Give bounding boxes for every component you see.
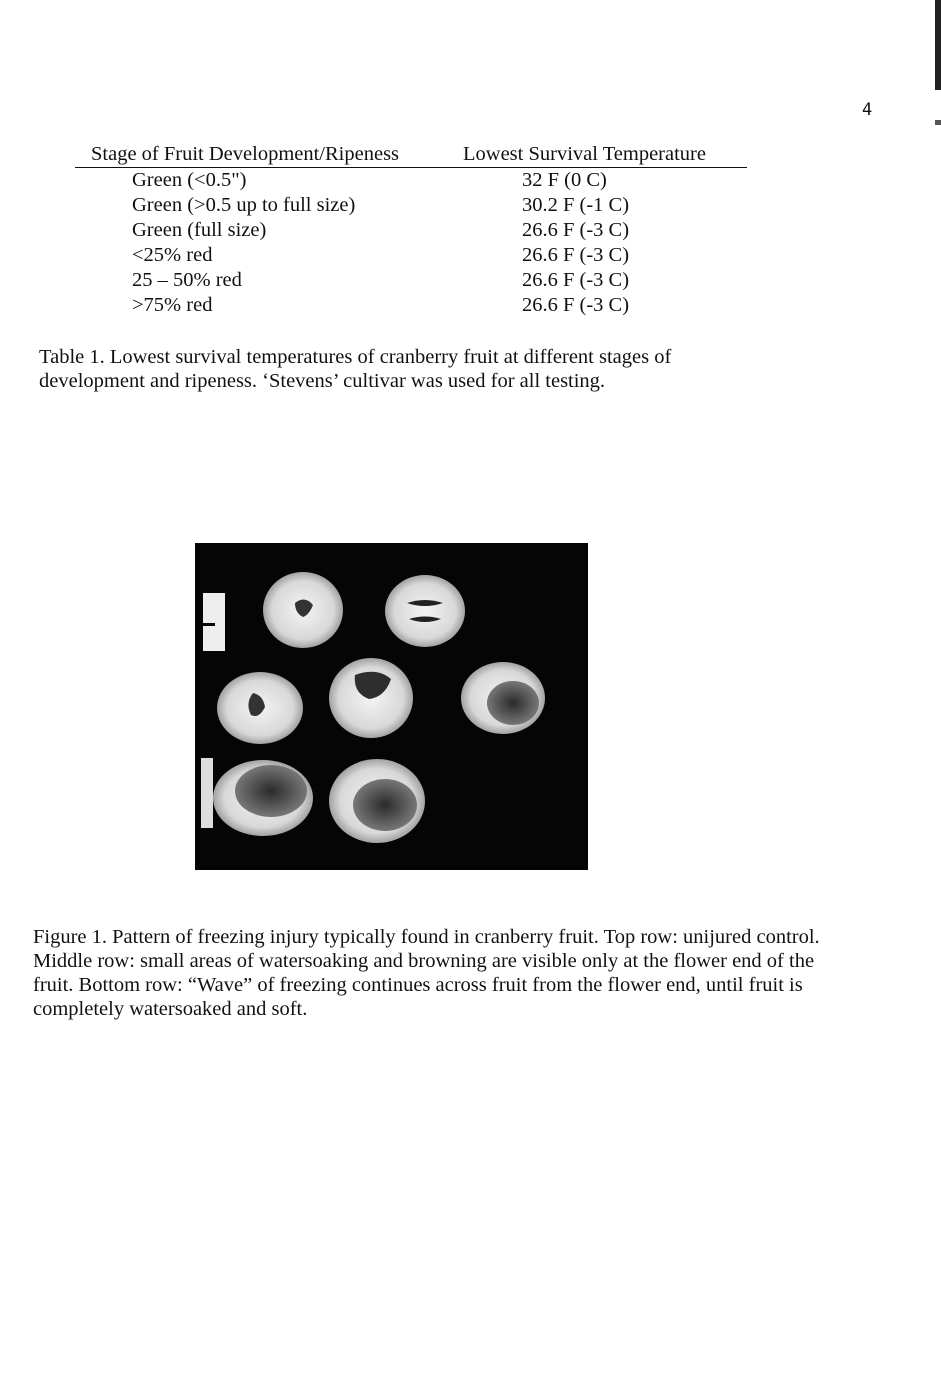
table-row xyxy=(75,193,747,218)
table-row xyxy=(75,218,747,243)
cell-temp: 32 F (0 C) xyxy=(522,169,607,191)
cell-stage: Green (full size) xyxy=(132,219,267,241)
cell-temp: 26.6 F (-3 C) xyxy=(522,294,630,316)
table-row xyxy=(75,268,747,293)
cell-stage: >75% red xyxy=(132,294,213,316)
cell-stage: Green (>0.5 up to full size) xyxy=(132,194,356,216)
table-row xyxy=(75,243,747,268)
cell-stage: 25 – 50% red xyxy=(132,269,242,291)
table-row xyxy=(75,293,747,318)
cell-temp: 26.6 F (-3 C) xyxy=(522,219,630,241)
cell-temp: 26.6 F (-3 C) xyxy=(522,269,630,291)
figure-caption: Figure 1. Pattern of freezing injury typically found in cranberry fruit. Top row: unijured control. Middle row: small areas of watersoaking and browning are visible only at the flower end of the fruit. Bottom row: “Wave” of freezing continues across fruit from the flower end, until fruit is completely watersoaked and soft. xyxy=(33,926,820,1020)
table-row xyxy=(75,168,747,193)
header-stage: Stage of Fruit Development/Ripeness xyxy=(91,143,400,165)
cranberry-freezing-photo xyxy=(195,543,588,870)
table-caption: Table 1. Lowest survival temperatures of cranberry fruit at different stages of development and ripeness. ‘Stevens’ cultivar was used for all testing. xyxy=(39,346,672,392)
header-temperature: Lowest Survival Temperature xyxy=(463,143,706,165)
cranberry-cross-sections-image xyxy=(195,543,588,870)
page-number: 4 xyxy=(862,100,873,120)
scan-edge-mark xyxy=(935,0,941,270)
cell-stage: <25% red xyxy=(132,244,213,266)
cell-temp: 26.6 F (-3 C) xyxy=(522,244,630,266)
survival-temperature-table xyxy=(75,142,747,318)
cell-temp: 30.2 F (-1 C) xyxy=(522,194,630,216)
cell-stage: Green (<0.5") xyxy=(132,169,247,191)
table-header xyxy=(75,142,747,168)
